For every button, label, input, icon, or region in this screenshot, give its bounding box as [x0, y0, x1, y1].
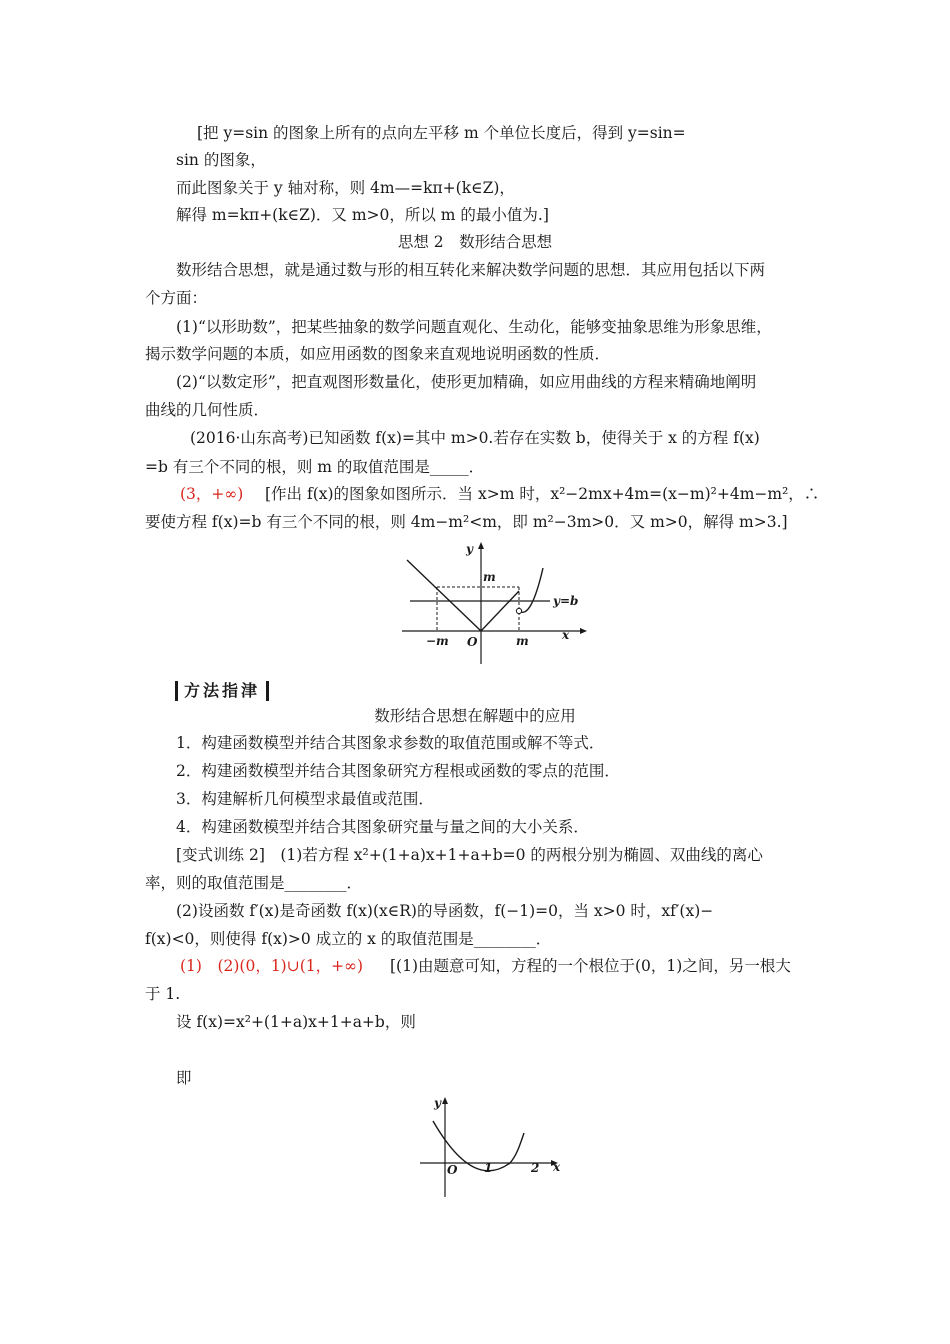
example-answer: (3，+∞) [180, 485, 244, 503]
method-guide-heading: 方法指津 [175, 681, 269, 701]
exercise-2-a: (2)设函数 f′(x)是奇函数 f(x)(x∈R)的导函数，f(−1)=0，当 x>0 时，xf′(x)− [176, 902, 714, 920]
graph1-label-x: x [562, 628, 570, 642]
exercise-solution-d: 即 [176, 1069, 192, 1087]
exercise-solution-b: 于 1. [145, 985, 181, 1003]
example-solution-b: 要使方程 f(x)=b 有三个不同的根，则 4m−m²<m，即 m²−3m>0．又 m>0，解得 m>3.] [145, 513, 788, 531]
graph1-y-arrow [478, 542, 484, 549]
method-list-item-1: 1．构建函数模型并结合其图象求参数的取值范围或解不等式． [176, 734, 605, 752]
graph1-label-neg-m: −m [426, 634, 449, 648]
example-solution-a: [作出 f(x)的图象如图所示．当 x>m 时，x²−2mx+4m=(x−m)²+4m−m²，∴ [265, 485, 820, 503]
method-list-item-4: 4．构建函数模型并结合其图象研究量与量之间的大小关系． [176, 818, 589, 836]
graph1-x-arrow [580, 628, 587, 634]
paragraph-point2-b: 曲线的几何性质． [145, 401, 270, 419]
solution-line-4: 解得 m=kπ+(k∈Z)．又 m>0，所以 m 的最小值为.] [176, 206, 549, 224]
graph2-label-y: y [434, 1096, 441, 1110]
paragraph-point1-b: 揭示数学问题的本质，如应用函数的图象来直观地说明函数的性质． [145, 345, 611, 363]
graph1-open-point [516, 608, 521, 613]
graph2-label-two: 2 [531, 1161, 540, 1175]
paragraph-point1-a: (1)“以形助数”，把某些抽象的数学问题直观化、生动化，能够变抽象思维为形象思维， [176, 318, 772, 336]
graph2-label-x: x [553, 1160, 561, 1174]
graph1-label-origin: O [467, 635, 478, 649]
piecewise-function-graph [400, 538, 600, 666]
graph2-y-arrow [442, 1097, 448, 1104]
quadratic-function-graph [418, 1093, 568, 1198]
example-problem-a: (2016·山东高考)已知函数 f(x)=其中 m>0.若存在实数 b，使得关于 x 的方程 f(x) [190, 429, 760, 447]
exercise-solution-a: [(1)由题意可知，方程的一个根位于(0，1)之间，另一根大 [390, 957, 791, 975]
exercise-answer: (1) (2)(0，1)∪(1，+∞) [180, 957, 364, 975]
exercise-2-b: f(x)<0，则使得 f(x)>0 成立的 x 的取值范围是________． [145, 930, 552, 948]
graph1-label-m-top: m [483, 570, 496, 584]
graph1-parabola-branch [519, 568, 543, 612]
solution-line-2: sin 的图象， [176, 151, 266, 169]
section-heading: 思想 2 数形结合思想 [397, 233, 553, 251]
method-list-item-2: 2．构建函数模型并结合其图象研究方程根或函数的零点的范围． [176, 762, 620, 780]
graph1-label-m-axis: m [516, 634, 529, 648]
method-list-item-3: 3．构建解析几何模型求最值或范围． [176, 790, 434, 808]
method-subheading: 数形结合思想在解题中的应用 [374, 707, 576, 725]
exercise-1-b: 率，则的取值范围是________． [145, 874, 363, 892]
graph1-abs-curve [407, 560, 519, 631]
paragraph-intro-1: 数形结合思想，就是通过数与形的相互转化来解决数学问题的思想．其应用包括以下两 [176, 261, 766, 279]
graph1-label-y-equals-b: y=b [553, 594, 579, 608]
exercise-solution-c: 设 f(x)=x²+(1+a)x+1+a+b，则 [176, 1013, 416, 1031]
graph1-label-y: y [466, 542, 473, 556]
graph2-label-one: 1 [484, 1161, 493, 1175]
exercise-1-a: [变式训练 2] (1)若方程 x²+(1+a)x+1+a+b=0 的两根分别为椭圆、双曲线的离心 [176, 846, 763, 864]
paragraph-point2-a: (2)“以数定形”，把直观图形数量化，使形更加精确，如应用曲线的方程来精确地阐明 [176, 373, 757, 391]
solution-line-1: [把 y=sin 的图象上所有的点向左平移 m 个单位长度后，得到 y=sin= [197, 124, 686, 142]
example-problem-b: =b 有三个不同的根，则 m 的取值范围是_____． [145, 458, 485, 476]
solution-line-3: 而此图象关于 y 轴对称，则 4m—=kπ+(k∈Z)， [176, 179, 515, 197]
paragraph-intro-2: 个方面： [145, 289, 208, 307]
graph2-label-origin: O [447, 1163, 458, 1177]
